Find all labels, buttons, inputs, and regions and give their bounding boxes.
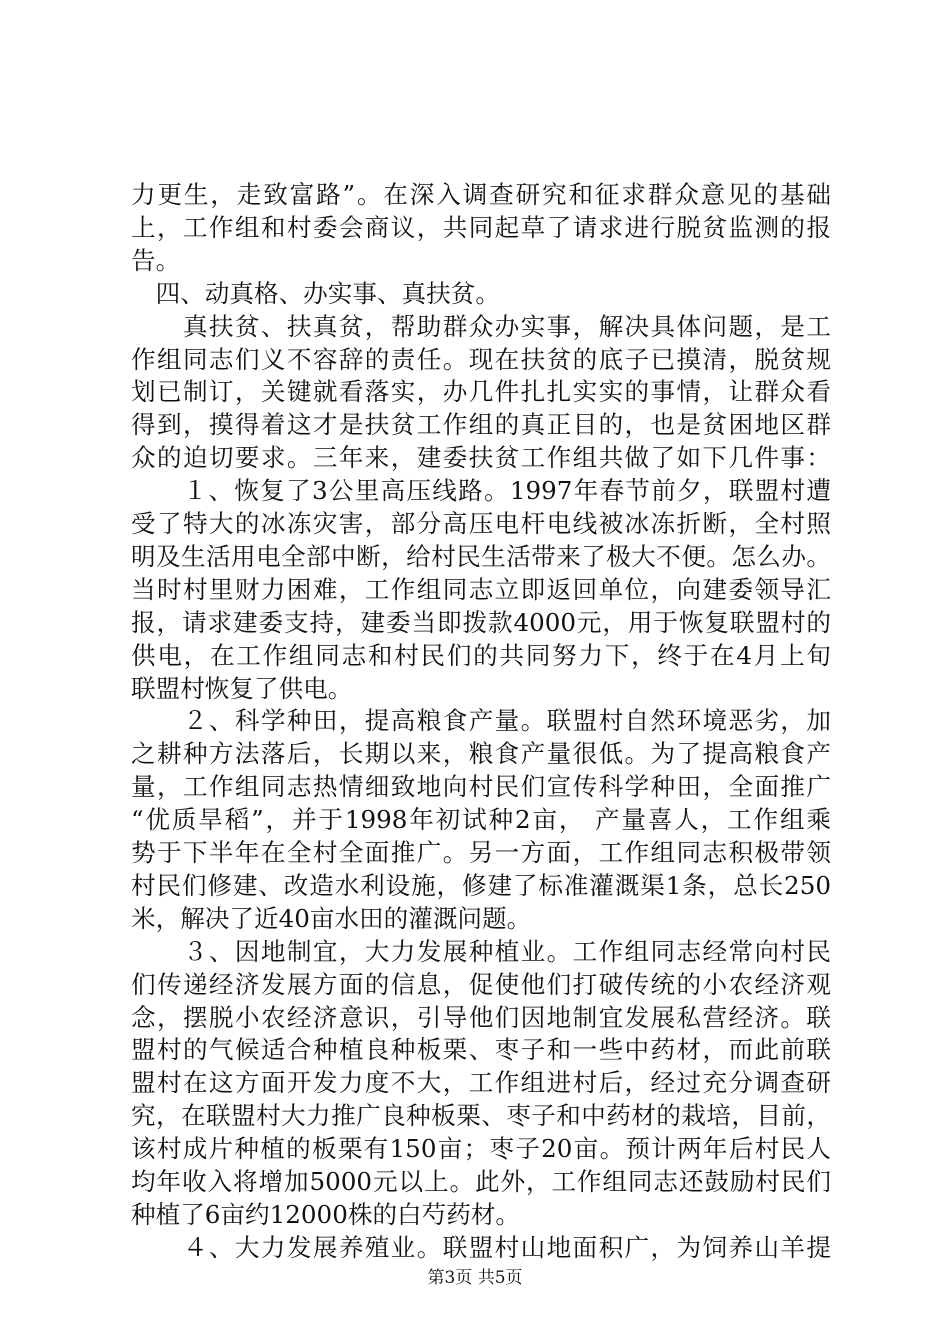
text-line: “优质旱稻”，并于1998年初试种2亩， 产量喜人，工作组乘 (131, 805, 831, 835)
text-line: 究，在联盟村大力推广良种板栗、枣子和中药材的栽培，目前， (131, 1101, 831, 1131)
text-line: 作组同志们义不容辞的责任。现在扶贫的底子已摸清，脱贫规 (131, 344, 831, 374)
text-line: 村民们修建、改造水利设施，修建了标准灌溉渠1条，总长250 (131, 870, 831, 900)
text-line: 众的迫切要求。三年来，建委扶贫工作组共做了如下几件事： (131, 443, 831, 473)
text-line: ２、科学种田，提高粮食产量。联盟村自然环境恶劣，加 (131, 706, 831, 736)
text-line: 力更生，走致富路”。在深入调查研究和征求群众意见的基础 (131, 180, 831, 209)
text-line: 供电，在工作组同志和村民们的共同努力下，终于在4月上旬 (131, 640, 831, 670)
text-line: 该村成片种植的板栗有150亩；枣子20亩。预计两年后村民人 (131, 1134, 831, 1164)
text-line: 得到，摸得着这才是扶贫工作组的真正目的，也是贫困地区群 (131, 410, 831, 440)
text-line: 种植了6亩约12000株的白芍药材。 (131, 1199, 521, 1229)
text-line: 划已制订，关键就看落实，办几件扎扎实实的事情，让群众看 (131, 377, 831, 407)
text-line: 告。 (131, 245, 181, 275)
text-line: 盟村在这方面开发力度不大，工作组进村后，经过充分调查研 (131, 1068, 831, 1098)
text-line: 受了特大的冰冻灾害，部分高压电杆电线被冰冻折断，全村照 (131, 509, 831, 538)
text-line: 真扶贫、扶真贫，帮助群众办实事，解决具体问题，是工 (131, 311, 831, 341)
text-line: 们传递经济发展方面的信息，促使他们打破传统的小农经济观 (131, 969, 831, 999)
text-line: 念，摆脱小农经济意识，引导他们因地制宜发展私营经济。联 (131, 1002, 831, 1032)
page-footer: 第3页 共5页 (427, 1268, 523, 1288)
text-line: 明及生活用电全部中断，给村民生活带来了极大不便。怎么办。 (131, 541, 831, 571)
text-line: １、恢复了3公里高压线路。1997年春节前夕，联盟村遭 (131, 476, 831, 506)
text-line: 量，工作组同志热情细致地向村民们宣传科学种田，全面推广 (131, 772, 831, 802)
text-line: 之耕种方法落后，长期以来，粮食产量很低。为了提高粮食产 (131, 739, 831, 769)
text-line: 联盟村恢复了供电。 (131, 673, 353, 703)
text-line: ３、因地制宜，大力发展种植业。工作组同志经常向村民 (131, 936, 831, 966)
text-line: 四、动真格、办实事、真扶贫。 (131, 278, 500, 308)
text-line: ４、大力发展养殖业。联盟村山地面积广，为饲养山羊提 (131, 1232, 831, 1262)
text-line: 报，请求建委支持，建委当即拨款4000元，用于恢复联盟村的 (131, 607, 831, 637)
text-line: 上，工作组和村委会商议，共同起草了请求进行脱贫监测的报 (131, 212, 831, 242)
text-line: 当时村里财力困难，工作组同志立即返回单位，向建委领导汇 (131, 574, 831, 604)
text-line: 盟村的气候适合种植良种板栗、枣子和一些中药材，而此前联 (131, 1035, 831, 1065)
text-line: 米，解决了近40亩水田的灌溉问题。 (131, 903, 532, 933)
text-line: 势于下半年在全村全面推广。另一方面，工作组同志积极带领 (131, 838, 831, 867)
text-line: 均年收入将增加5000元以上。此外，工作组同志还鼓励村民们 (131, 1167, 831, 1196)
